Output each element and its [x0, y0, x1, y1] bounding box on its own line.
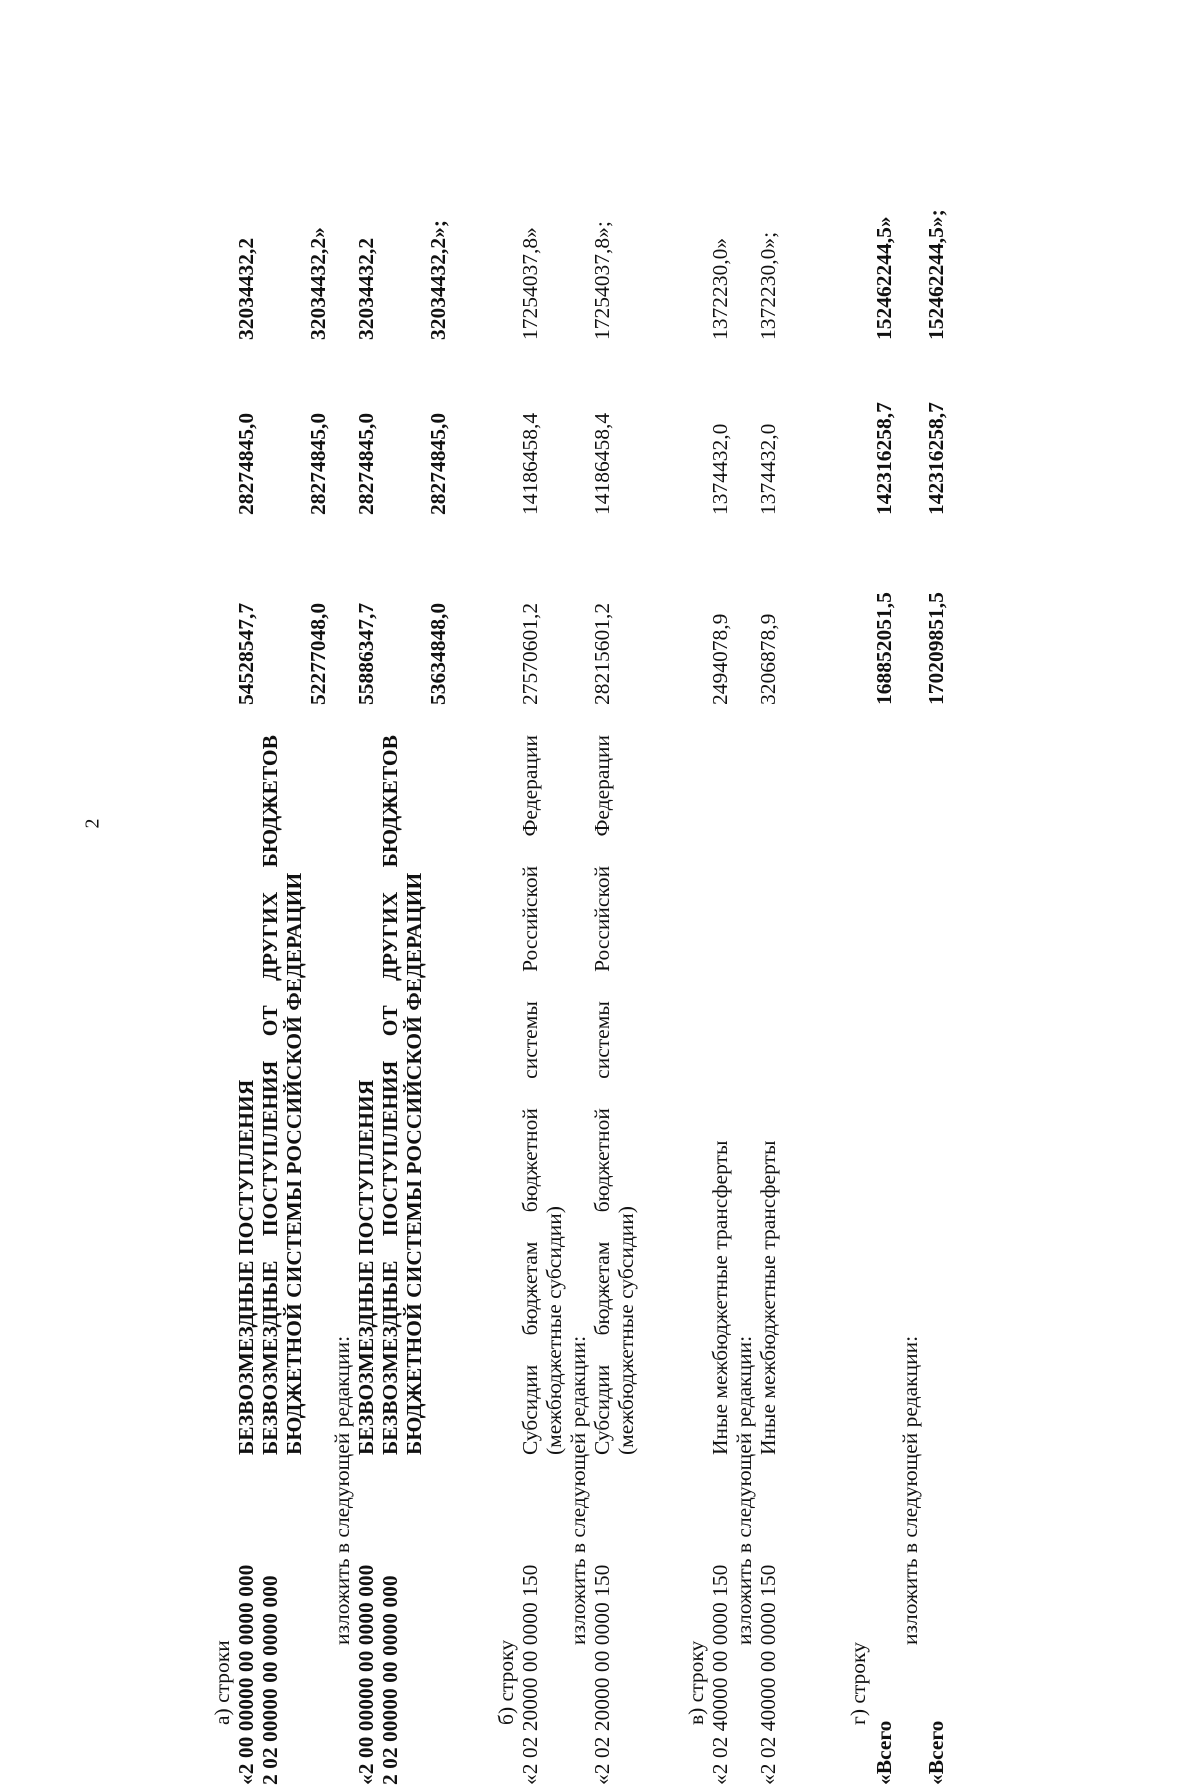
- income-name: Иные межбюджетные трансферты: [708, 1140, 732, 1455]
- value-year-3: 1372230,0»;: [756, 231, 780, 340]
- section-d-instruction: изложить в следующей редакции:: [898, 1335, 922, 1645]
- section-b-instruction: изложить в следующей редакции:: [566, 1335, 590, 1645]
- budget-code: 2 02 00000 00 0000 000: [378, 1575, 402, 1785]
- value-year-3: 32034432,2: [354, 237, 378, 340]
- budget-code: «2 02 20000 00 0000 150: [590, 1564, 614, 1785]
- value-year-3: 32034432,2»;: [426, 219, 450, 340]
- budget-code: «2 00 00000 00 0000 000: [234, 1564, 258, 1785]
- value-year-3: 1372230,0»: [708, 237, 732, 340]
- value-year-2: 142316258,7: [872, 402, 896, 515]
- value-year-3: 17254037,8»: [518, 227, 542, 340]
- value-year-3: 152462244,5»;: [924, 209, 948, 340]
- value-year-2: 28274845,0: [426, 412, 450, 515]
- value-year-1: 54528547,7: [234, 602, 258, 705]
- value-year-1: 55886347,7: [354, 602, 378, 705]
- income-name: Иные межбюджетные трансферты: [756, 1140, 780, 1455]
- budget-code: «2 00 00000 00 0000 000: [354, 1564, 378, 1785]
- value-year-2: 142316258,7: [924, 402, 948, 515]
- value-year-1: 3206878,9: [756, 613, 780, 705]
- income-name: БЕЗВОЗМЕЗДНЫЕ ПОСТУПЛЕНИЯ: [234, 1079, 258, 1455]
- value-year-1: 53634848,0: [426, 602, 450, 705]
- section-c-label: в) строку: [684, 1640, 708, 1725]
- value-year-1: 170209851,5: [924, 592, 948, 705]
- document-body: [210, 209, 950, 1785]
- value-year-1: 2494078,9: [708, 613, 732, 705]
- value-year-2: 28274845,0: [234, 412, 258, 515]
- value-year-2: 14186458,4: [590, 412, 614, 515]
- section-a-label: а) строки: [210, 1640, 234, 1725]
- section-a-instruction: изложить в следующей редакции:: [330, 1335, 354, 1645]
- value-year-2: 14186458,4: [518, 412, 542, 515]
- income-name: БЕЗВОЗМЕЗДНЫЕ ПОСТУПЛЕНИЯ ОТ ДРУГИХ БЮДЖЕТОВ БЮДЖЕТНОЙ СИСТЕМЫ РОССИЙСКОЙ ФЕДЕРАЦИИ: [378, 735, 426, 1455]
- total-label: «Всего: [924, 1720, 948, 1785]
- budget-code: «2 02 40000 00 0000 150: [708, 1564, 732, 1785]
- value-year-3: 32034432,2: [234, 237, 258, 340]
- budget-code: «2 02 20000 00 0000 150: [518, 1564, 542, 1785]
- value-year-3: 32034432,2»: [306, 227, 330, 340]
- section-c-instruction: изложить в следующей редакции:: [732, 1335, 756, 1645]
- value-year-3: 17254037,8»;: [590, 221, 614, 340]
- value-year-2: 1374432,0: [756, 423, 780, 515]
- section-d-label: г) строку: [846, 1642, 870, 1725]
- value-year-1: 27570601,2: [518, 602, 542, 705]
- section-b-label: б) строку: [494, 1639, 518, 1725]
- value-year-2: 28274845,0: [354, 412, 378, 515]
- value-year-2: 1374432,0: [708, 423, 732, 515]
- value-year-2: 28274845,0: [306, 412, 330, 515]
- value-year-1: 168852051,5: [872, 592, 896, 705]
- income-name: БЕЗВОЗМЕЗДНЫЕ ПОСТУПЛЕНИЯ: [354, 1079, 378, 1455]
- income-name: БЕЗВОЗМЕЗДНЫЕ ПОСТУПЛЕНИЯ ОТ ДРУГИХ БЮДЖЕТОВ БЮДЖЕТНОЙ СИСТЕМЫ РОССИЙСКОЙ ФЕДЕРАЦИИ: [258, 735, 306, 1455]
- value-year-1: 28215601,2: [590, 602, 614, 705]
- page-number: 2: [81, 818, 104, 829]
- value-year-3: 152462244,5»: [872, 216, 896, 340]
- budget-code: 2 02 00000 00 0000 000: [258, 1575, 282, 1785]
- income-name: Субсидии бюджетам бюджетной системы Российской Федерации (межбюджетные субсидии): [590, 735, 638, 1455]
- value-year-1: 52277048,0: [306, 602, 330, 705]
- total-label: «Всего: [872, 1720, 896, 1785]
- budget-code: «2 02 40000 00 0000 150: [756, 1564, 780, 1785]
- income-name: Субсидии бюджетам бюджетной системы Российской Федерации (межбюджетные субсидии): [518, 735, 566, 1455]
